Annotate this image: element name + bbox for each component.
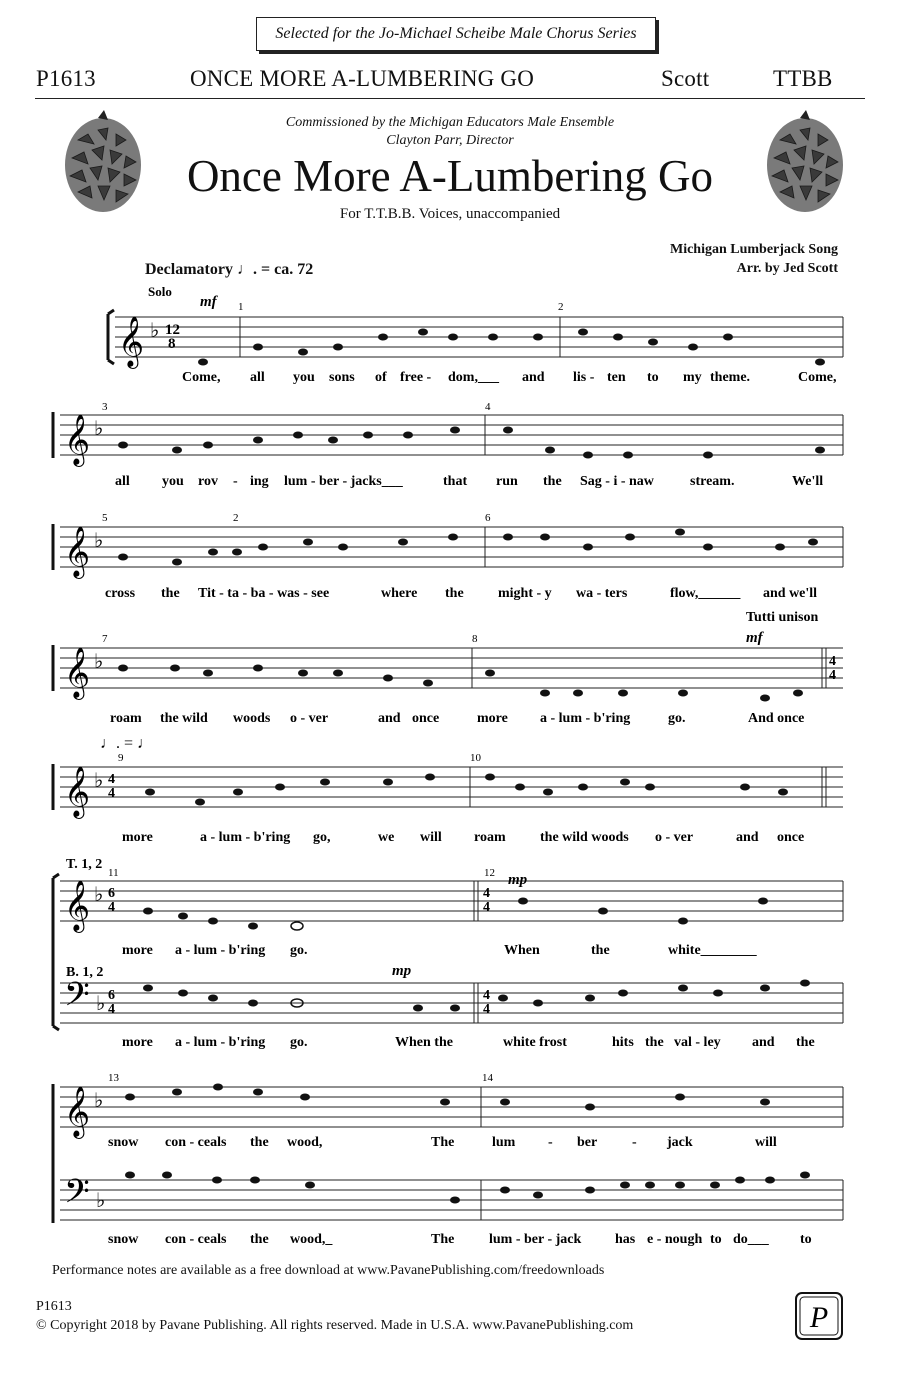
svg-text:has: has <box>615 1232 636 1247</box>
svg-text:go,: go, <box>313 830 331 845</box>
svg-text:and we'll: and we'll <box>763 586 818 601</box>
svg-text:2: 2 <box>233 512 239 524</box>
svg-text:to: to <box>800 1232 812 1247</box>
svg-text:con - ceals: con - ceals <box>165 1135 227 1150</box>
svg-text:and: and <box>752 1035 775 1050</box>
svg-text:sons: sons <box>329 370 355 385</box>
copyright-line: © Copyright 2018 by Pavane Publishing. All rights reserved. Made in U.S.A. www.PavanePublishing.com <box>36 1318 634 1333</box>
svg-text:mp: mp <box>392 963 412 979</box>
svg-text:go.: go. <box>290 943 308 958</box>
tenor-label: T. 1, 2 <box>66 857 103 872</box>
svg-text:a - lum - b'ring: a - lum - b'ring <box>175 1035 266 1050</box>
svg-text:rov: rov <box>198 474 218 489</box>
svg-text:Sag - i - naw: Sag - i - naw <box>580 474 654 489</box>
svg-text:4: 4 <box>108 1002 115 1017</box>
svg-text:of: of <box>375 370 387 385</box>
svg-text:the wild: the wild <box>160 711 208 726</box>
commission-line: Commissioned by the Michigan Educators Male Ensemble <box>285 115 615 130</box>
svg-text:my: my <box>683 370 702 385</box>
svg-text:val - ley: val - ley <box>674 1035 721 1050</box>
svg-text:lis -: lis - <box>573 370 595 385</box>
svg-text:the: the <box>250 1135 269 1150</box>
svg-text:4: 4 <box>483 900 490 915</box>
svg-text:-: - <box>548 1135 553 1150</box>
system-7 <box>53 1072 843 1247</box>
svg-text:roam: roam <box>110 711 142 726</box>
svg-text:5: 5 <box>102 512 108 524</box>
svg-text:the: the <box>445 586 464 601</box>
svg-text:might - y: might - y <box>498 586 552 601</box>
svg-text:the: the <box>591 943 610 958</box>
svg-text:more: more <box>122 1035 153 1050</box>
svg-text:♭: ♭ <box>94 1090 104 1112</box>
svg-text:8: 8 <box>472 633 478 645</box>
svg-text:𝄞: 𝄞 <box>64 1087 91 1136</box>
svg-text:When the: When the <box>395 1035 453 1050</box>
svg-text:ber: ber <box>577 1135 598 1150</box>
voicing-subtitle: For T.T.B.B. Voices, unaccompanied <box>339 206 561 222</box>
svg-text:the: the <box>543 474 562 489</box>
svg-text:mp: mp <box>508 872 528 888</box>
svg-text:When: When <box>504 943 540 958</box>
svg-text:4: 4 <box>483 988 490 1003</box>
system-1 <box>108 284 843 385</box>
svg-text:♭: ♭ <box>94 651 104 673</box>
system-3 <box>53 512 843 601</box>
svg-text:4: 4 <box>483 1002 490 1017</box>
svg-text:7: 7 <box>102 633 108 645</box>
svg-text:-: - <box>233 474 238 489</box>
svg-text:and: and <box>736 830 759 845</box>
svg-text:we: we <box>378 830 395 845</box>
svg-text:white frost: white frost <box>503 1035 567 1050</box>
svg-text:run: run <box>496 474 518 489</box>
svg-text:more: more <box>122 830 153 845</box>
svg-text:hits: hits <box>612 1035 634 1050</box>
svg-text:6: 6 <box>108 988 115 1003</box>
svg-text:the: the <box>645 1035 664 1050</box>
footer-catalog: P1613 <box>36 1299 72 1314</box>
svg-text:white________: white________ <box>668 943 757 958</box>
svg-text:cross: cross <box>105 586 136 601</box>
svg-text:11: 11 <box>108 867 119 879</box>
piece-title: Once More A-Lumbering Go <box>186 151 714 201</box>
system-2 <box>53 401 843 489</box>
svg-text:4: 4 <box>485 401 491 413</box>
svg-text:the: the <box>161 586 180 601</box>
svg-text:that: that <box>443 474 468 489</box>
svg-text:♭: ♭ <box>96 1190 106 1212</box>
svg-text:We'll: We'll <box>792 474 824 489</box>
solo-label: Solo <box>148 284 172 299</box>
svg-text:4: 4 <box>108 772 115 787</box>
svg-text:14: 14 <box>482 1072 493 1084</box>
svg-text:4: 4 <box>829 668 836 683</box>
performance-note: Performance notes are available as a free download at www.PavanePublishing.com/freedownloads <box>52 1263 605 1278</box>
svg-text:you: you <box>162 474 184 489</box>
bass-clef-icon: 𝄢 <box>64 976 90 1021</box>
treble-clef-icon: 𝄞 <box>118 317 145 366</box>
svg-text:flow,______: flow,______ <box>670 586 741 601</box>
svg-text:to: to <box>647 370 659 385</box>
svg-text:P: P <box>809 1301 829 1334</box>
svg-text:once: once <box>412 711 440 726</box>
svg-text:once: once <box>777 830 805 845</box>
svg-text:𝄞: 𝄞 <box>64 527 91 576</box>
svg-text:𝄞: 𝄞 <box>64 767 91 816</box>
svg-text:lum - ber - jack: lum - ber - jack <box>489 1232 582 1247</box>
svg-text:♭: ♭ <box>94 530 104 552</box>
svg-text:go.: go. <box>668 711 686 726</box>
svg-text:Come,: Come, <box>182 370 221 385</box>
svg-text:lum - ber - jacks___: lum - ber - jacks___ <box>284 474 403 489</box>
svg-text:theme.: theme. <box>710 370 751 385</box>
svg-text:snow: snow <box>108 1135 139 1150</box>
svg-text:o - ver: o - ver <box>655 830 694 845</box>
svg-text:4: 4 <box>108 900 115 915</box>
svg-text:12: 12 <box>165 322 180 338</box>
dotted-quarter-icon: ♩. <box>236 261 257 278</box>
svg-text:o - ver: o - ver <box>290 711 329 726</box>
svg-text:will: will <box>420 830 442 845</box>
svg-text:a - lum - b'ring: a - lum - b'ring <box>200 830 291 845</box>
svg-text:4: 4 <box>483 886 490 901</box>
svg-text:♭: ♭ <box>96 993 106 1015</box>
lyrics-system-1 <box>182 370 837 385</box>
svg-text:to: to <box>710 1232 722 1247</box>
svg-text:stream.: stream. <box>690 474 735 489</box>
svg-text:jack: jack <box>667 1135 693 1150</box>
svg-text:ing: ing <box>250 474 269 489</box>
tempo-value: = ca. 72 <box>260 261 314 278</box>
svg-text:a - lum - b'ring: a - lum - b'ring <box>175 943 266 958</box>
svg-text:free -: free - <box>400 370 432 385</box>
svg-text:Come,: Come, <box>798 370 837 385</box>
svg-text:a - lum - b'ring: a - lum - b'ring <box>540 711 631 726</box>
system-6 <box>53 857 843 1050</box>
tempo-word: Declamatory <box>145 261 233 278</box>
svg-text:wood,: wood, <box>287 1135 323 1150</box>
source-credit: Michigan Lumberjack Song <box>669 242 838 257</box>
mf-dynamic-2: mf <box>746 630 763 646</box>
svg-text:more: more <box>122 943 153 958</box>
svg-text:con - ceals: con - ceals <box>165 1232 227 1247</box>
svg-text:1: 1 <box>238 301 244 313</box>
svg-text:And once: And once <box>748 711 805 726</box>
svg-text:ten: ten <box>607 370 626 385</box>
svg-text:10: 10 <box>470 752 481 764</box>
song-heading: ONCE MORE A-LUMBERING GO <box>190 66 535 91</box>
svg-text:woods: woods <box>233 711 271 726</box>
svg-text:dom,___: dom,___ <box>448 370 499 385</box>
svg-text:♭: ♭ <box>94 418 104 440</box>
svg-text:The: The <box>431 1135 455 1150</box>
svg-text:lum: lum <box>492 1135 516 1150</box>
svg-text:4: 4 <box>108 786 115 801</box>
svg-text:𝄞: 𝄞 <box>64 881 91 930</box>
svg-text:all: all <box>250 370 265 385</box>
svg-text:𝄢: 𝄢 <box>64 1173 90 1218</box>
svg-text:and: and <box>522 370 545 385</box>
svg-text:the: the <box>250 1232 269 1247</box>
svg-text:wa - ters: wa - ters <box>576 586 628 601</box>
svg-text:The: The <box>431 1232 455 1247</box>
arranger-credit: Arr. by Jed Scott <box>736 261 838 276</box>
metric-equivalence: ♩. = ♩ <box>100 735 154 752</box>
svg-text:do___: do___ <box>733 1232 769 1247</box>
voicing-heading: TTBB <box>773 66 833 91</box>
svg-text:4: 4 <box>829 654 836 669</box>
system-5 <box>53 735 843 845</box>
svg-text:-: - <box>632 1135 637 1150</box>
svg-text:roam: roam <box>474 830 506 845</box>
svg-text:wood,_: wood,_ <box>290 1232 333 1247</box>
svg-text:and: and <box>378 711 401 726</box>
svg-text:6: 6 <box>108 886 115 901</box>
svg-text:you: you <box>293 370 315 385</box>
svg-text:e - nough: e - nough <box>647 1232 703 1247</box>
svg-text:9: 9 <box>118 752 124 764</box>
svg-text:𝄞: 𝄞 <box>64 648 91 697</box>
svg-text:3: 3 <box>102 401 108 413</box>
tutti-label: Tutti unison <box>746 610 819 625</box>
svg-text:𝄞: 𝄞 <box>64 415 91 464</box>
system-4 <box>53 610 843 726</box>
svg-text:where: where <box>381 586 418 601</box>
svg-text:♭: ♭ <box>150 320 160 342</box>
pavane-logo-icon <box>794 1291 844 1341</box>
composer-heading: Scott <box>661 66 710 91</box>
svg-text:6: 6 <box>485 512 491 524</box>
svg-text:2: 2 <box>558 301 564 313</box>
svg-text:the wild woods: the wild woods <box>540 830 629 845</box>
svg-text:will: will <box>755 1135 777 1150</box>
svg-text:snow: snow <box>108 1232 139 1247</box>
svg-text:♭: ♭ <box>94 770 104 792</box>
svg-text:8: 8 <box>168 336 176 352</box>
bass-label: B. 1, 2 <box>66 965 104 980</box>
svg-text:12: 12 <box>484 867 495 879</box>
svg-text:all: all <box>115 474 130 489</box>
svg-text:13: 13 <box>108 1072 119 1084</box>
series-text: Selected for the Jo-Michael Scheibe Male Chorus Series <box>275 25 637 42</box>
director-line: Clayton Parr, Director <box>386 133 514 148</box>
svg-text:the: the <box>796 1035 815 1050</box>
catalog-number: P1613 <box>36 66 96 91</box>
svg-text:Tit - ta - ba - was - see: Tit - ta - ba - was - see <box>198 586 330 601</box>
svg-text:♭: ♭ <box>94 884 104 906</box>
mf-dynamic: mf <box>200 294 217 310</box>
svg-text:more: more <box>477 711 508 726</box>
svg-text:go.: go. <box>290 1035 308 1050</box>
